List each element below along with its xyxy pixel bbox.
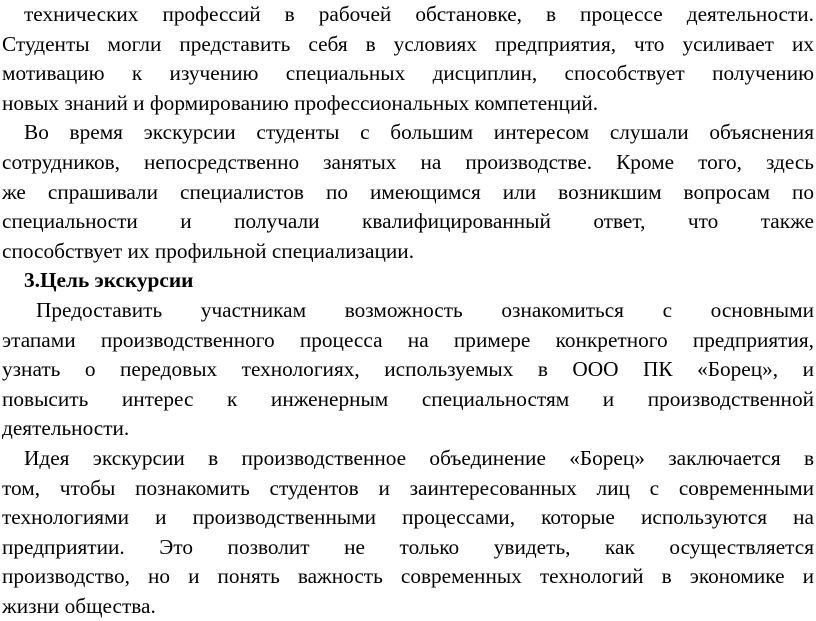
paragraph-1 bbox=[2, 0, 814, 118]
text-line: производство, но и понять важность современных технологий в экономике и bbox=[2, 564, 814, 589]
section-heading bbox=[2, 266, 814, 296]
text-line: Во время экскурсии студенты с большим интересом слушали объяснения bbox=[24, 120, 814, 145]
text-line: предприятии. Это позволит не только увидеть, как осуществляется bbox=[2, 534, 814, 559]
text-line: том, чтобы познакомить студентов и заинтересованных лиц с современными bbox=[2, 475, 814, 500]
text-line: технологиями и производственными процессами, которые используются на bbox=[2, 505, 814, 530]
paragraph-2 bbox=[2, 118, 814, 266]
text-line: этапами производственного процесса на примере конкретного предприятия, bbox=[2, 327, 814, 352]
paragraph-3 bbox=[2, 296, 814, 444]
text-line: специальности и получали квалифицированный ответ, что также bbox=[2, 209, 814, 234]
document-page bbox=[2, 0, 814, 621]
paragraph-4 bbox=[2, 444, 814, 621]
text-line: сотрудников, непосредственно занятых на производстве. Кроме того, здесь bbox=[2, 149, 814, 174]
text-line: узнать о передовых технологиях, используемых в ООО ПК «Борец», и bbox=[2, 357, 814, 382]
text-line: повысить интерес к инженерным специальностям и производственной bbox=[2, 386, 814, 411]
heading-text: 3.Цель экскурсии bbox=[24, 268, 194, 293]
text-line: Идея экскурсии в производственное объединение «Борец» заключается в bbox=[24, 445, 814, 470]
text-line: жизни общества. bbox=[2, 593, 156, 618]
text-line: же спрашивали специалистов по имеющимся или возникшим вопросам по bbox=[2, 179, 814, 204]
text-line: способствует их профильной специализации. bbox=[2, 238, 415, 263]
text-line: деятельности. bbox=[2, 416, 130, 441]
text-line: новых знаний и формированию профессиональных компетенций. bbox=[2, 90, 599, 115]
text-line: технических профессий в рабочей обстановке, в процессе деятельности. bbox=[24, 2, 814, 26]
text-line: мотивацию к изучению специальных дисциплин, способствует получению bbox=[2, 61, 814, 86]
text-line: Студенты могли представить себя в условиях предприятия, что усиливает их bbox=[2, 31, 814, 56]
text-line: Предоставить участникам возможность ознакомиться с основными bbox=[36, 297, 814, 322]
